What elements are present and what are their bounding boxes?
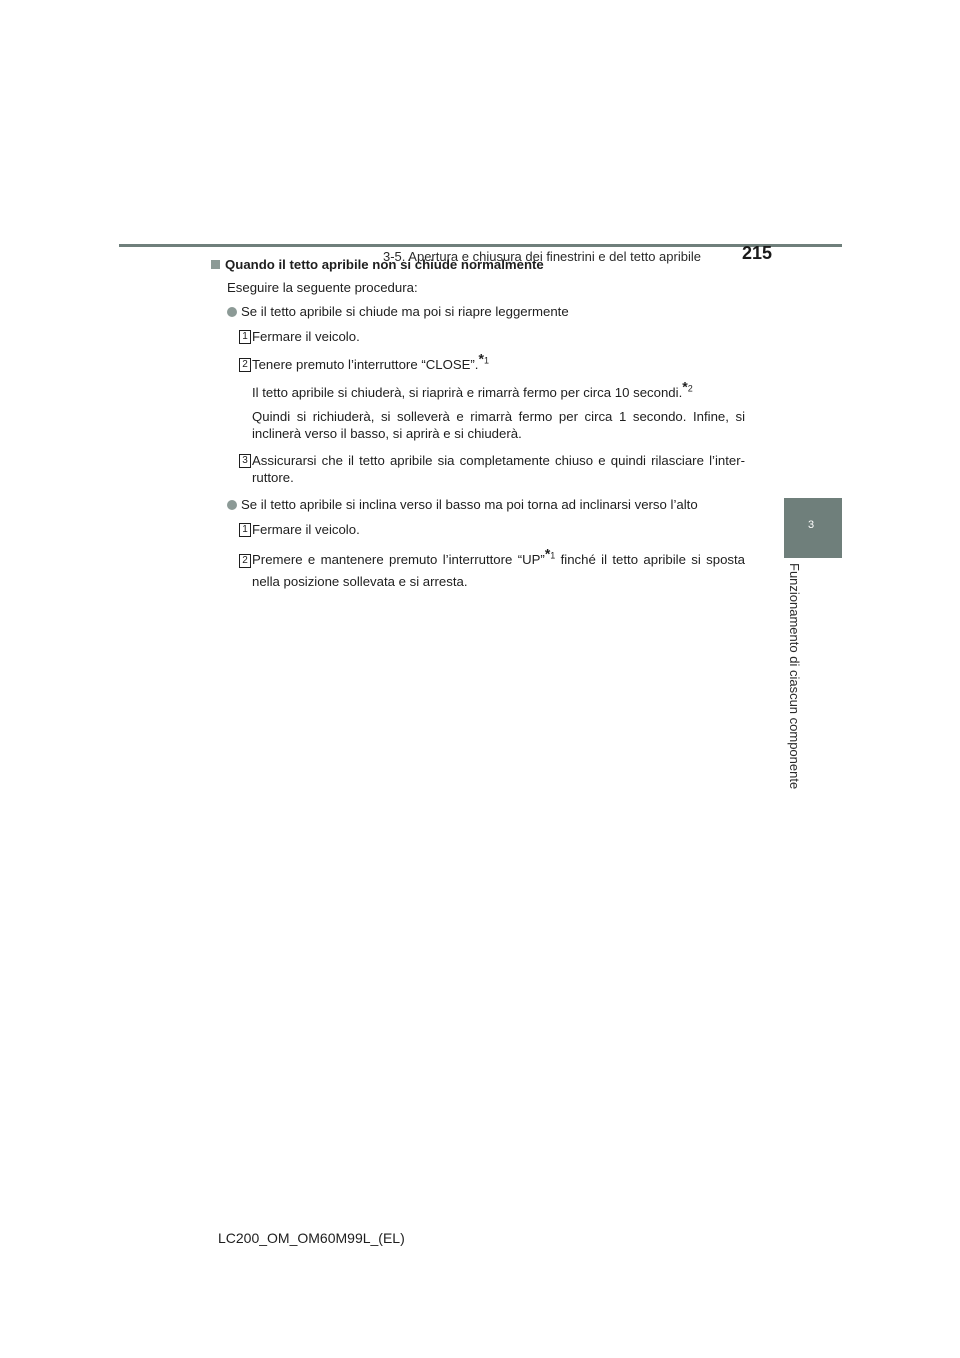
step-number-badge: 1: [239, 523, 251, 537]
step-number-badge: 2: [239, 358, 251, 372]
section-heading: [211, 256, 745, 273]
case-1-step-2-detail-2: Quindi si richiuderà, si solleverà e rimarrà fermo per circa 1 secondo. Infine, si inclinerà verso il basso, si aprirà e si chiuderà.: [252, 409, 745, 441]
footnote-ref: 1: [550, 550, 556, 561]
header-rule: [119, 244, 842, 247]
case-1-step-1: [242, 328, 745, 345]
footnote-star: *: [478, 350, 484, 367]
step-text-after: finché il tetto apribile si sposta nella posizione sollevata e si arresta.: [252, 552, 745, 589]
square-bullet-icon: [211, 260, 220, 269]
case-2-title-text: Se il tetto apribile si inclina verso il basso ma poi torna ad inclinarsi verso l’alto: [241, 497, 698, 512]
step-text: Fermare il veicolo.: [252, 329, 360, 344]
page-number: 215: [742, 243, 773, 263]
intro-text: Eseguire la seguente procedura:: [227, 280, 418, 295]
section-heading-text: Quando il tetto apribile non si chiude normalmente: [225, 257, 544, 272]
step-number-badge: 1: [239, 330, 251, 344]
case-1-step-2: [242, 350, 745, 373]
section-title: 3-5. Apertura e chiusura dei finestrini e del tetto apribile: [383, 249, 701, 264]
case-1-step-2-detail-1: [252, 378, 745, 401]
case-1-title-text: Se il tetto apribile si chiude ma poi si riapre leggermente: [241, 304, 569, 319]
chapter-number: 3: [807, 519, 815, 531]
footnote-ref: 2: [687, 383, 693, 394]
step-number-badge: 2: [239, 554, 251, 568]
page-content: [211, 256, 745, 600]
case-2-step-2: [242, 545, 745, 593]
case-1-title: [227, 303, 745, 320]
footnote-star: *: [544, 545, 551, 562]
step-text: Il tetto apribile si chiuderà, si riaprirà e rimarrà fermo per circa 10 secondi.: [252, 385, 683, 400]
footnote-ref: 1: [483, 355, 489, 366]
case-1-step-3: [242, 452, 745, 486]
step-text: Fermare il veicolo.: [252, 522, 360, 537]
step-number-badge: 3: [239, 454, 251, 468]
case-2-title: [227, 496, 745, 513]
case-2-step-1: [242, 521, 745, 538]
document-code: LC200_OM_OM60M99L_(EL): [218, 1230, 405, 1246]
step-text: Tenere premuto l’interruttore “CLOSE”.: [252, 357, 479, 372]
chapter-title: Funzionamento di ciascun componente: [787, 563, 802, 790]
circle-bullet-icon: [227, 500, 237, 510]
step-text: Assicurarsi che il tetto apribile sia completamente chiuso e quindi rilasciare l’inter-ruttore.: [252, 453, 745, 485]
step-text-before: Premere e mantenere premuto l’interruttore “UP”: [252, 552, 545, 567]
circle-bullet-icon: [227, 307, 237, 317]
footnote-star: *: [682, 378, 688, 395]
